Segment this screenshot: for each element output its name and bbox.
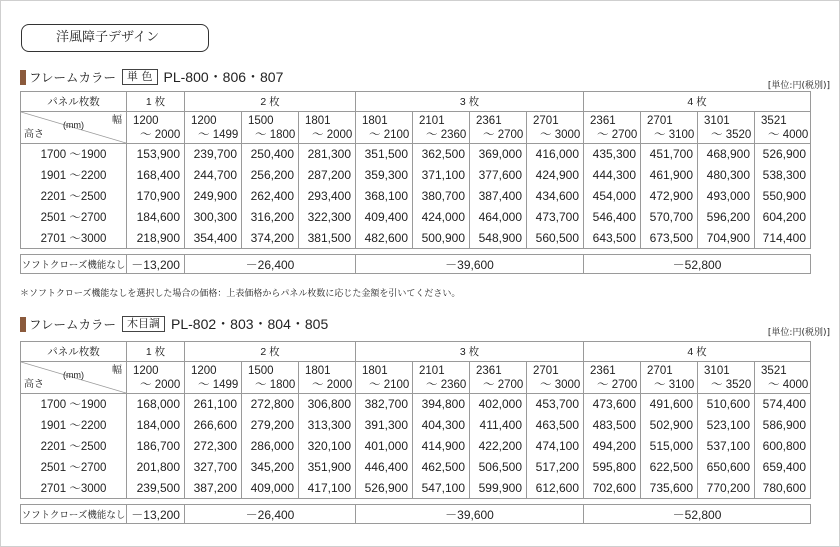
color-tag: 単 色 <box>122 69 158 85</box>
section-2-heading <box>20 315 328 333</box>
price-cell: 186,700 <box>127 436 185 457</box>
table-row <box>21 478 811 499</box>
price-cell: 416,000 <box>527 144 584 165</box>
price-cell: 506,500 <box>470 457 527 478</box>
table-row <box>21 394 811 415</box>
panel-group-header: 1 枚 <box>127 342 185 362</box>
price-cell: 510,600 <box>698 394 755 415</box>
price-cell: 368,100 <box>356 186 413 207</box>
page-title: 洋風障子デザイン <box>21 24 209 52</box>
width-range-header: 1500 ～ 1800 <box>242 112 299 144</box>
price-cell: 600,800 <box>755 436 811 457</box>
price-cell: 473,700 <box>527 207 584 228</box>
price-cell: 404,300 <box>413 415 470 436</box>
price-cell: 394,800 <box>413 394 470 415</box>
height-range-cell: 2701 ～3000 <box>21 478 127 499</box>
price-cell: 474,100 <box>527 436 584 457</box>
price-cell: 451,700 <box>641 144 698 165</box>
price-cell: 560,500 <box>527 228 584 249</box>
price-cell: 604,200 <box>755 207 811 228</box>
soft-close-label: ソフトクローズ機能なし <box>21 505 127 524</box>
section-marker <box>20 317 26 332</box>
table-row <box>21 144 811 165</box>
price-cell: 281,300 <box>299 144 356 165</box>
price-cell: 322,300 <box>299 207 356 228</box>
price-cell: 515,000 <box>641 436 698 457</box>
size-corner-cell <box>21 112 127 144</box>
price-cell: 371,100 <box>413 165 470 186</box>
price-cell: 272,300 <box>185 436 242 457</box>
price-cell: 622,500 <box>641 457 698 478</box>
price-cell: 547,100 <box>413 478 470 499</box>
price-cell: 369,000 <box>470 144 527 165</box>
price-cell: 454,000 <box>584 186 641 207</box>
width-range-header: 2361 ～ 2700 <box>470 112 527 144</box>
price-table-woodgrain <box>20 341 811 524</box>
soft-close-row <box>21 255 811 274</box>
price-cell: 523,100 <box>698 415 755 436</box>
price-cell: 596,200 <box>698 207 755 228</box>
panel-group-header: 2 枚 <box>185 92 356 112</box>
table-row <box>21 457 811 478</box>
price-cell: 435,300 <box>584 144 641 165</box>
price-cell: 463,500 <box>527 415 584 436</box>
height-range-cell: 2501 ～2700 <box>21 457 127 478</box>
height-range-cell: 1700 ～1900 <box>21 394 127 415</box>
height-range-cell: 2201 ～2500 <box>21 186 127 207</box>
soft-close-deduction: －52,800 <box>584 505 811 524</box>
unit-label: [単位:円(税別)] <box>767 81 830 91</box>
height-range-cell: 1700 ～1900 <box>21 144 127 165</box>
price-cell: 673,500 <box>641 228 698 249</box>
mm-label: (mm) <box>63 370 84 380</box>
price-cell: 411,400 <box>470 415 527 436</box>
price-cell: 643,500 <box>584 228 641 249</box>
price-cell: 250,400 <box>242 144 299 165</box>
soft-close-deduction: －39,600 <box>356 255 584 274</box>
width-range-header: 1801 ～ 2000 <box>299 112 356 144</box>
price-cell: 170,900 <box>127 186 185 207</box>
price-cell: 261,100 <box>185 394 242 415</box>
price-cell: 570,700 <box>641 207 698 228</box>
price-cell: 526,900 <box>755 144 811 165</box>
price-cell: 218,900 <box>127 228 185 249</box>
price-cell: 464,000 <box>470 207 527 228</box>
price-cell: 184,000 <box>127 415 185 436</box>
width-range-header: 2101 ～ 2360 <box>413 362 470 394</box>
price-cell: 153,900 <box>127 144 185 165</box>
table-row <box>21 165 811 186</box>
unit-label: [単位:円(税別)] <box>767 328 830 338</box>
soft-close-label: ソフトクローズ機能なし <box>21 255 127 274</box>
model-numbers: PL-800・806・807 <box>163 69 284 85</box>
price-cell: 381,500 <box>299 228 356 249</box>
price-cell: 300,300 <box>185 207 242 228</box>
width-range-header: 2701 ～ 3000 <box>527 112 584 144</box>
height-range-cell: 2701 ～3000 <box>21 228 127 249</box>
width-range-header: 1200 ～ 2000 <box>127 362 185 394</box>
price-cell: 382,700 <box>356 394 413 415</box>
price-cell: 409,000 <box>242 478 299 499</box>
width-range-header: 2701 ～ 3100 <box>641 362 698 394</box>
price-cell: 770,200 <box>698 478 755 499</box>
price-cell: 401,000 <box>356 436 413 457</box>
width-range-header: 3521 ～ 4000 <box>755 362 811 394</box>
price-cell: 434,600 <box>527 186 584 207</box>
price-cell: 538,300 <box>755 165 811 186</box>
price-cell: 735,600 <box>641 478 698 499</box>
price-cell: 595,800 <box>584 457 641 478</box>
soft-close-deduction: －52,800 <box>584 255 811 274</box>
panel-count-header: パネル枚数 <box>21 92 127 112</box>
width-range-header: 2101 ～ 2360 <box>413 112 470 144</box>
price-cell: 417,100 <box>299 478 356 499</box>
price-cell: 546,400 <box>584 207 641 228</box>
height-range-cell: 2501 ～2700 <box>21 207 127 228</box>
price-cell: 359,300 <box>356 165 413 186</box>
height-label: 高さ <box>24 379 44 390</box>
soft-close-row <box>21 505 811 524</box>
price-cell: 345,200 <box>242 457 299 478</box>
price-cell: 444,300 <box>584 165 641 186</box>
price-cell: 380,700 <box>413 186 470 207</box>
panel-group-header: 3 枚 <box>356 92 584 112</box>
width-label: 幅 <box>112 365 122 376</box>
price-cell: 462,500 <box>413 457 470 478</box>
price-cell: 239,500 <box>127 478 185 499</box>
price-cell: 550,900 <box>755 186 811 207</box>
price-cell: 612,600 <box>527 478 584 499</box>
width-range-header: 2361 ～ 2700 <box>584 362 641 394</box>
soft-close-deduction: －13,200 <box>127 505 185 524</box>
price-cell: 374,200 <box>242 228 299 249</box>
price-cell: 422,200 <box>470 436 527 457</box>
panel-group-header: 1 枚 <box>127 92 185 112</box>
model-numbers: PL-802・803・804・805 <box>171 316 329 332</box>
price-cell: 351,900 <box>299 457 356 478</box>
price-cell: 184,600 <box>127 207 185 228</box>
width-range-header: 3521 ～ 4000 <box>755 112 811 144</box>
width-range-header: 2701 ～ 3000 <box>527 362 584 394</box>
price-cell: 168,400 <box>127 165 185 186</box>
width-range-header: 1200 ～ 2000 <box>127 112 185 144</box>
width-range-header: 2361 ～ 2700 <box>470 362 527 394</box>
price-cell: 306,800 <box>299 394 356 415</box>
price-table-single-color <box>20 91 811 274</box>
price-cell: 574,400 <box>755 394 811 415</box>
price-cell: 286,000 <box>242 436 299 457</box>
price-cell: 316,200 <box>242 207 299 228</box>
price-cell: 168,000 <box>127 394 185 415</box>
price-cell: 409,400 <box>356 207 413 228</box>
price-cell: 472,900 <box>641 186 698 207</box>
price-cell: 780,600 <box>755 478 811 499</box>
price-cell: 239,700 <box>185 144 242 165</box>
price-cell: 517,200 <box>527 457 584 478</box>
price-cell: 480,300 <box>698 165 755 186</box>
price-cell: 249,900 <box>185 186 242 207</box>
price-cell: 424,900 <box>527 165 584 186</box>
width-range-header: 1200 ～ 1499 <box>185 112 242 144</box>
price-cell: 313,300 <box>299 415 356 436</box>
price-cell: 327,700 <box>185 457 242 478</box>
width-range-header: 1200 ～ 1499 <box>185 362 242 394</box>
width-range-header: 1801 ～ 2100 <box>356 362 413 394</box>
price-cell: 351,500 <box>356 144 413 165</box>
price-cell: 402,000 <box>470 394 527 415</box>
price-cell: 387,400 <box>470 186 527 207</box>
width-range-header: 1801 ～ 2100 <box>356 112 413 144</box>
soft-close-deduction: －26,400 <box>185 505 356 524</box>
soft-close-deduction: －13,200 <box>127 255 185 274</box>
table-row <box>21 436 811 457</box>
price-cell: 266,600 <box>185 415 242 436</box>
price-cell: 293,400 <box>299 186 356 207</box>
frame-color-label: フレームカラー <box>29 317 117 332</box>
price-cell: 320,100 <box>299 436 356 457</box>
price-cell: 502,900 <box>641 415 698 436</box>
price-cell: 704,900 <box>698 228 755 249</box>
panel-count-header: パネル枚数 <box>21 342 127 362</box>
price-cell: 414,900 <box>413 436 470 457</box>
table-row <box>21 228 811 249</box>
price-cell: 272,800 <box>242 394 299 415</box>
price-cell: 473,600 <box>584 394 641 415</box>
price-cell: 468,900 <box>698 144 755 165</box>
soft-close-note: ＊ソフトクローズ機能なしを選択した場合の価格：上表価格からパネル枚数に応じた金額を引いてください。 <box>20 289 461 299</box>
price-cell: 526,900 <box>356 478 413 499</box>
panel-group-header: 4 枚 <box>584 342 811 362</box>
price-cell: 482,600 <box>356 228 413 249</box>
price-cell: 491,600 <box>641 394 698 415</box>
price-cell: 279,200 <box>242 415 299 436</box>
panel-group-header: 2 枚 <box>185 342 356 362</box>
width-range-header: 3101 ～ 3520 <box>698 112 755 144</box>
price-cell: 714,400 <box>755 228 811 249</box>
price-cell: 548,900 <box>470 228 527 249</box>
price-cell: 494,200 <box>584 436 641 457</box>
price-cell: 453,700 <box>527 394 584 415</box>
panel-group-header: 4 枚 <box>584 92 811 112</box>
price-cell: 244,700 <box>185 165 242 186</box>
price-cell: 446,400 <box>356 457 413 478</box>
height-range-cell: 1901 ～2200 <box>21 165 127 186</box>
price-cell: 586,900 <box>755 415 811 436</box>
section-1-heading <box>20 68 283 86</box>
width-range-header: 1801 ～ 2000 <box>299 362 356 394</box>
price-cell: 537,100 <box>698 436 755 457</box>
panel-group-header: 3 枚 <box>356 342 584 362</box>
table-row <box>21 415 811 436</box>
price-cell: 262,400 <box>242 186 299 207</box>
section-marker <box>20 70 26 85</box>
soft-close-deduction: －39,600 <box>356 505 584 524</box>
width-range-header: 2361 ～ 2700 <box>584 112 641 144</box>
table-row <box>21 186 811 207</box>
width-label: 幅 <box>112 115 122 126</box>
price-cell: 493,000 <box>698 186 755 207</box>
price-cell: 387,200 <box>185 478 242 499</box>
height-range-cell: 2201 ～2500 <box>21 436 127 457</box>
width-range-header: 2701 ～ 3100 <box>641 112 698 144</box>
price-cell: 461,900 <box>641 165 698 186</box>
price-cell: 500,900 <box>413 228 470 249</box>
mm-label: (mm) <box>63 120 84 130</box>
price-cell: 702,600 <box>584 478 641 499</box>
price-cell: 362,500 <box>413 144 470 165</box>
price-cell: 256,200 <box>242 165 299 186</box>
price-cell: 424,000 <box>413 207 470 228</box>
size-corner-cell <box>21 362 127 394</box>
soft-close-deduction: －26,400 <box>185 255 356 274</box>
price-cell: 599,900 <box>470 478 527 499</box>
price-cell: 659,400 <box>755 457 811 478</box>
price-cell: 354,400 <box>185 228 242 249</box>
table-row <box>21 207 811 228</box>
price-cell: 287,200 <box>299 165 356 186</box>
height-range-cell: 1901 ～2200 <box>21 415 127 436</box>
price-cell: 201,800 <box>127 457 185 478</box>
price-cell: 377,600 <box>470 165 527 186</box>
height-label: 高さ <box>24 129 44 140</box>
price-cell: 391,300 <box>356 415 413 436</box>
color-tag: 木目調 <box>122 316 165 332</box>
frame-color-label: フレームカラー <box>29 70 117 85</box>
width-range-header: 3101 ～ 3520 <box>698 362 755 394</box>
price-cell: 483,500 <box>584 415 641 436</box>
price-cell: 650,600 <box>698 457 755 478</box>
width-range-header: 1500 ～ 1800 <box>242 362 299 394</box>
